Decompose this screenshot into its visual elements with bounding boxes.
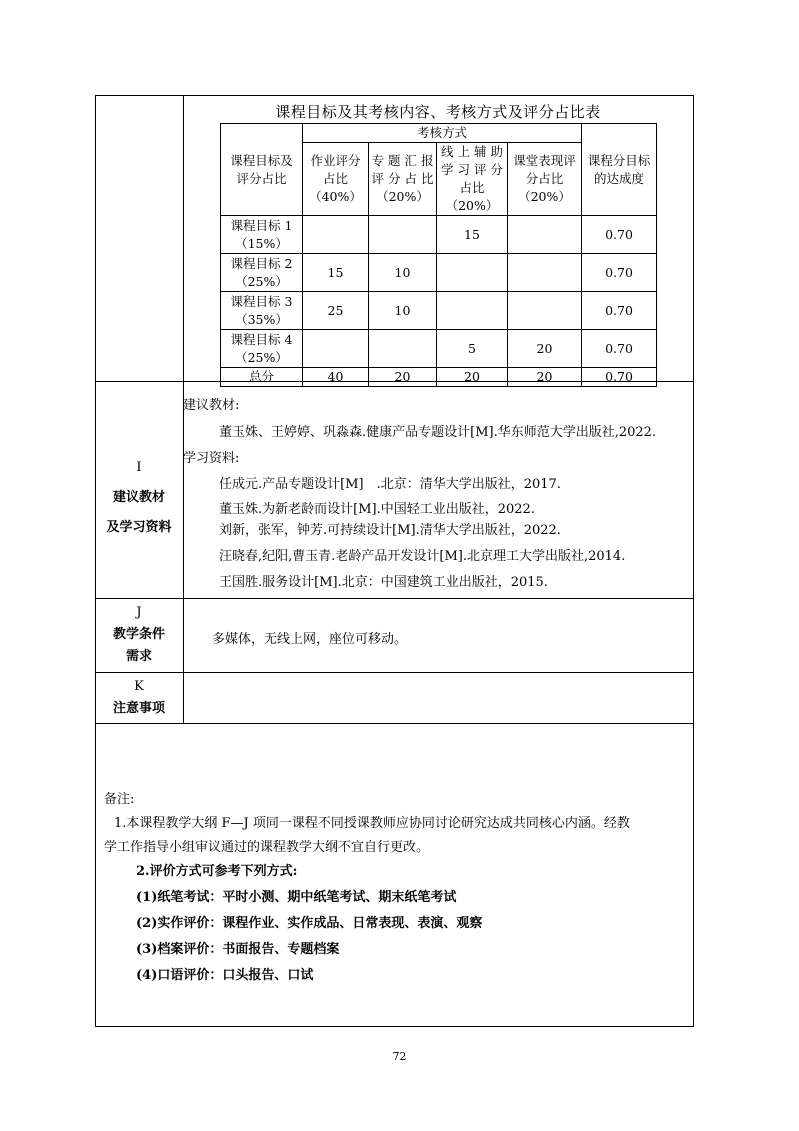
value-cell <box>508 254 582 292</box>
table-row <box>221 292 657 330</box>
total-achievement: 0.70 <box>582 368 657 387</box>
value-cell <box>437 292 508 330</box>
material-item: 董玉姝.为新老龄而设计[M].中国轻工业出版社，2022. <box>219 502 535 517</box>
value-cell <box>303 330 369 368</box>
method-line: 学 习 评 分 <box>441 162 503 177</box>
header-goal-line: 评分占比 <box>236 170 287 186</box>
materials-heading: 学习资料: <box>183 451 240 466</box>
value-cell: 15 <box>437 216 508 254</box>
goal-line: （25%） <box>235 273 288 289</box>
value-cell <box>437 254 508 292</box>
section-k-label-line: 注意事项 <box>112 701 165 716</box>
value-cell <box>369 330 437 368</box>
total-value: 20 <box>369 368 437 387</box>
section-i-label <box>95 456 183 540</box>
total-value: 40 <box>303 368 369 387</box>
method-header-class <box>508 143 582 216</box>
section-j-label-line: 需求 <box>125 649 152 664</box>
value-cell: 5 <box>437 330 508 368</box>
teaching-requirements: 多媒体，无线上网，座位可移动。 <box>212 632 408 647</box>
page-number: 72 <box>392 1050 407 1063</box>
achievement-cell: 0.70 <box>582 330 657 368</box>
goal-cell <box>221 292 303 330</box>
section-i-label-line: 及学习资料 <box>106 520 172 535</box>
value-cell: 10 <box>369 292 437 330</box>
value-cell <box>508 292 582 330</box>
note-line-2: 2.评价方式可参考下列方式: <box>136 864 298 879</box>
material-item: 刘新，张军，钟芳.可持续设计[M].清华大学出版社，2022. <box>219 523 561 538</box>
header-method-group: 考核方式 <box>303 124 582 143</box>
header-goal-line: 课程目标及 <box>230 152 293 168</box>
section-j-code: J <box>136 605 142 620</box>
method-line: 占比 <box>322 171 348 186</box>
table-row <box>221 254 657 292</box>
goal-line: 课程目标 3 <box>230 293 293 309</box>
method-header-online <box>437 143 508 216</box>
total-row <box>221 368 657 387</box>
table-row <box>221 330 657 368</box>
header-achievement-line: 的达成度 <box>594 170 645 186</box>
material-item: 王国胜.服务设计[M].北京：中国建筑工业出版社，2015. <box>219 575 548 590</box>
header-achievement-line: 课程分目标 <box>587 152 651 168</box>
method-line: 分占比 <box>525 171 564 186</box>
textbook-heading: 建议教材: <box>183 398 240 413</box>
method-line: 评 分 占 比 <box>371 171 434 186</box>
method-line: （20%） <box>376 189 429 204</box>
section-i-label-line: 建议教材 <box>112 490 165 505</box>
assessment-table <box>220 123 657 387</box>
total-label: 总分 <box>221 368 303 387</box>
note-line-1b: 学工作指导小组审议通过的课程教学大纲不宜自行更改。 <box>104 840 430 855</box>
method-line: 专 题 汇 报 <box>371 153 434 168</box>
method-line: 占比（20%） <box>445 180 499 213</box>
note-line-1a: 1.本课程教学大纲 F—J 项同一课程不同授课教师应协同讨论研究达成共同核心内涵。经教 <box>114 816 630 831</box>
table-row <box>221 216 657 254</box>
goal-cell <box>221 254 303 292</box>
goal-cell <box>221 216 303 254</box>
method-line: 线 上 辅 助 <box>441 144 503 159</box>
note-item: (1)纸笔考试：平时小测、期中纸笔考试、期末纸笔考试 <box>136 890 457 905</box>
section-k-label <box>95 676 183 720</box>
table-title: 课程目标及其考核内容、考核方式及评分占比表 <box>275 103 601 121</box>
notes-heading: 备注: <box>104 792 135 807</box>
frame-bottom-line <box>95 1026 693 1027</box>
frame-top-line <box>95 95 693 96</box>
method-header-report <box>369 143 437 216</box>
method-line: （20%） <box>518 189 571 204</box>
method-line: 作业评分 <box>310 153 361 168</box>
section-j-label <box>95 602 183 668</box>
textbook-item: 董玉姝、王婷婷、巩淼森.健康产品专题设计[M].华东师范大学出版社,2022. <box>219 425 657 440</box>
achievement-cell: 0.70 <box>582 254 657 292</box>
note-item: (2)实作评价：课程作业、实作成品、日常表现、表演、观察 <box>136 916 483 931</box>
achievement-cell: 0.70 <box>582 292 657 330</box>
value-cell: 15 <box>303 254 369 292</box>
note-item: (4)口语评价：口头报告、口试 <box>136 968 314 983</box>
value-cell: 20 <box>508 330 582 368</box>
goal-line: 课程目标 2 <box>230 255 293 271</box>
method-line: （40%） <box>309 189 362 204</box>
material-item: 任成元.产品专题设计[M] .北京：清华大学出版社，2017. <box>219 477 561 492</box>
frame-left-line <box>95 95 96 1027</box>
section-j-top-line <box>95 598 693 599</box>
section-k-top-line <box>95 672 693 673</box>
goal-line: （25%） <box>235 349 288 365</box>
notes-top-line <box>95 723 693 724</box>
goal-line: 课程目标 4 <box>230 331 293 347</box>
total-value: 20 <box>437 368 508 387</box>
value-cell <box>369 216 437 254</box>
material-item: 汪晓春,纪阳,曹玉青.老龄产品开发设计[M].北京理工大学出版社,2014. <box>219 549 626 564</box>
value-cell: 10 <box>369 254 437 292</box>
goal-line: 课程目标 1 <box>230 217 293 233</box>
method-header-homework <box>303 143 369 216</box>
section-j-label-line: 教学条件 <box>112 627 165 642</box>
achievement-cell: 0.70 <box>582 216 657 254</box>
header-goal-cell <box>221 124 303 216</box>
goal-line: （35%） <box>235 311 288 327</box>
value-cell: 25 <box>303 292 369 330</box>
section-k-code: K <box>134 679 144 694</box>
header-achievement-cell <box>582 124 657 216</box>
goal-cell <box>221 330 303 368</box>
method-line: 课堂表现评 <box>513 153 576 168</box>
note-item: (3)档案评价：书面报告、专题档案 <box>136 942 340 957</box>
value-cell <box>508 216 582 254</box>
goal-line: （15%） <box>235 235 288 251</box>
section-i-code: I <box>136 460 142 475</box>
total-value: 20 <box>508 368 582 387</box>
value-cell <box>303 216 369 254</box>
frame-right-line <box>693 95 694 1027</box>
